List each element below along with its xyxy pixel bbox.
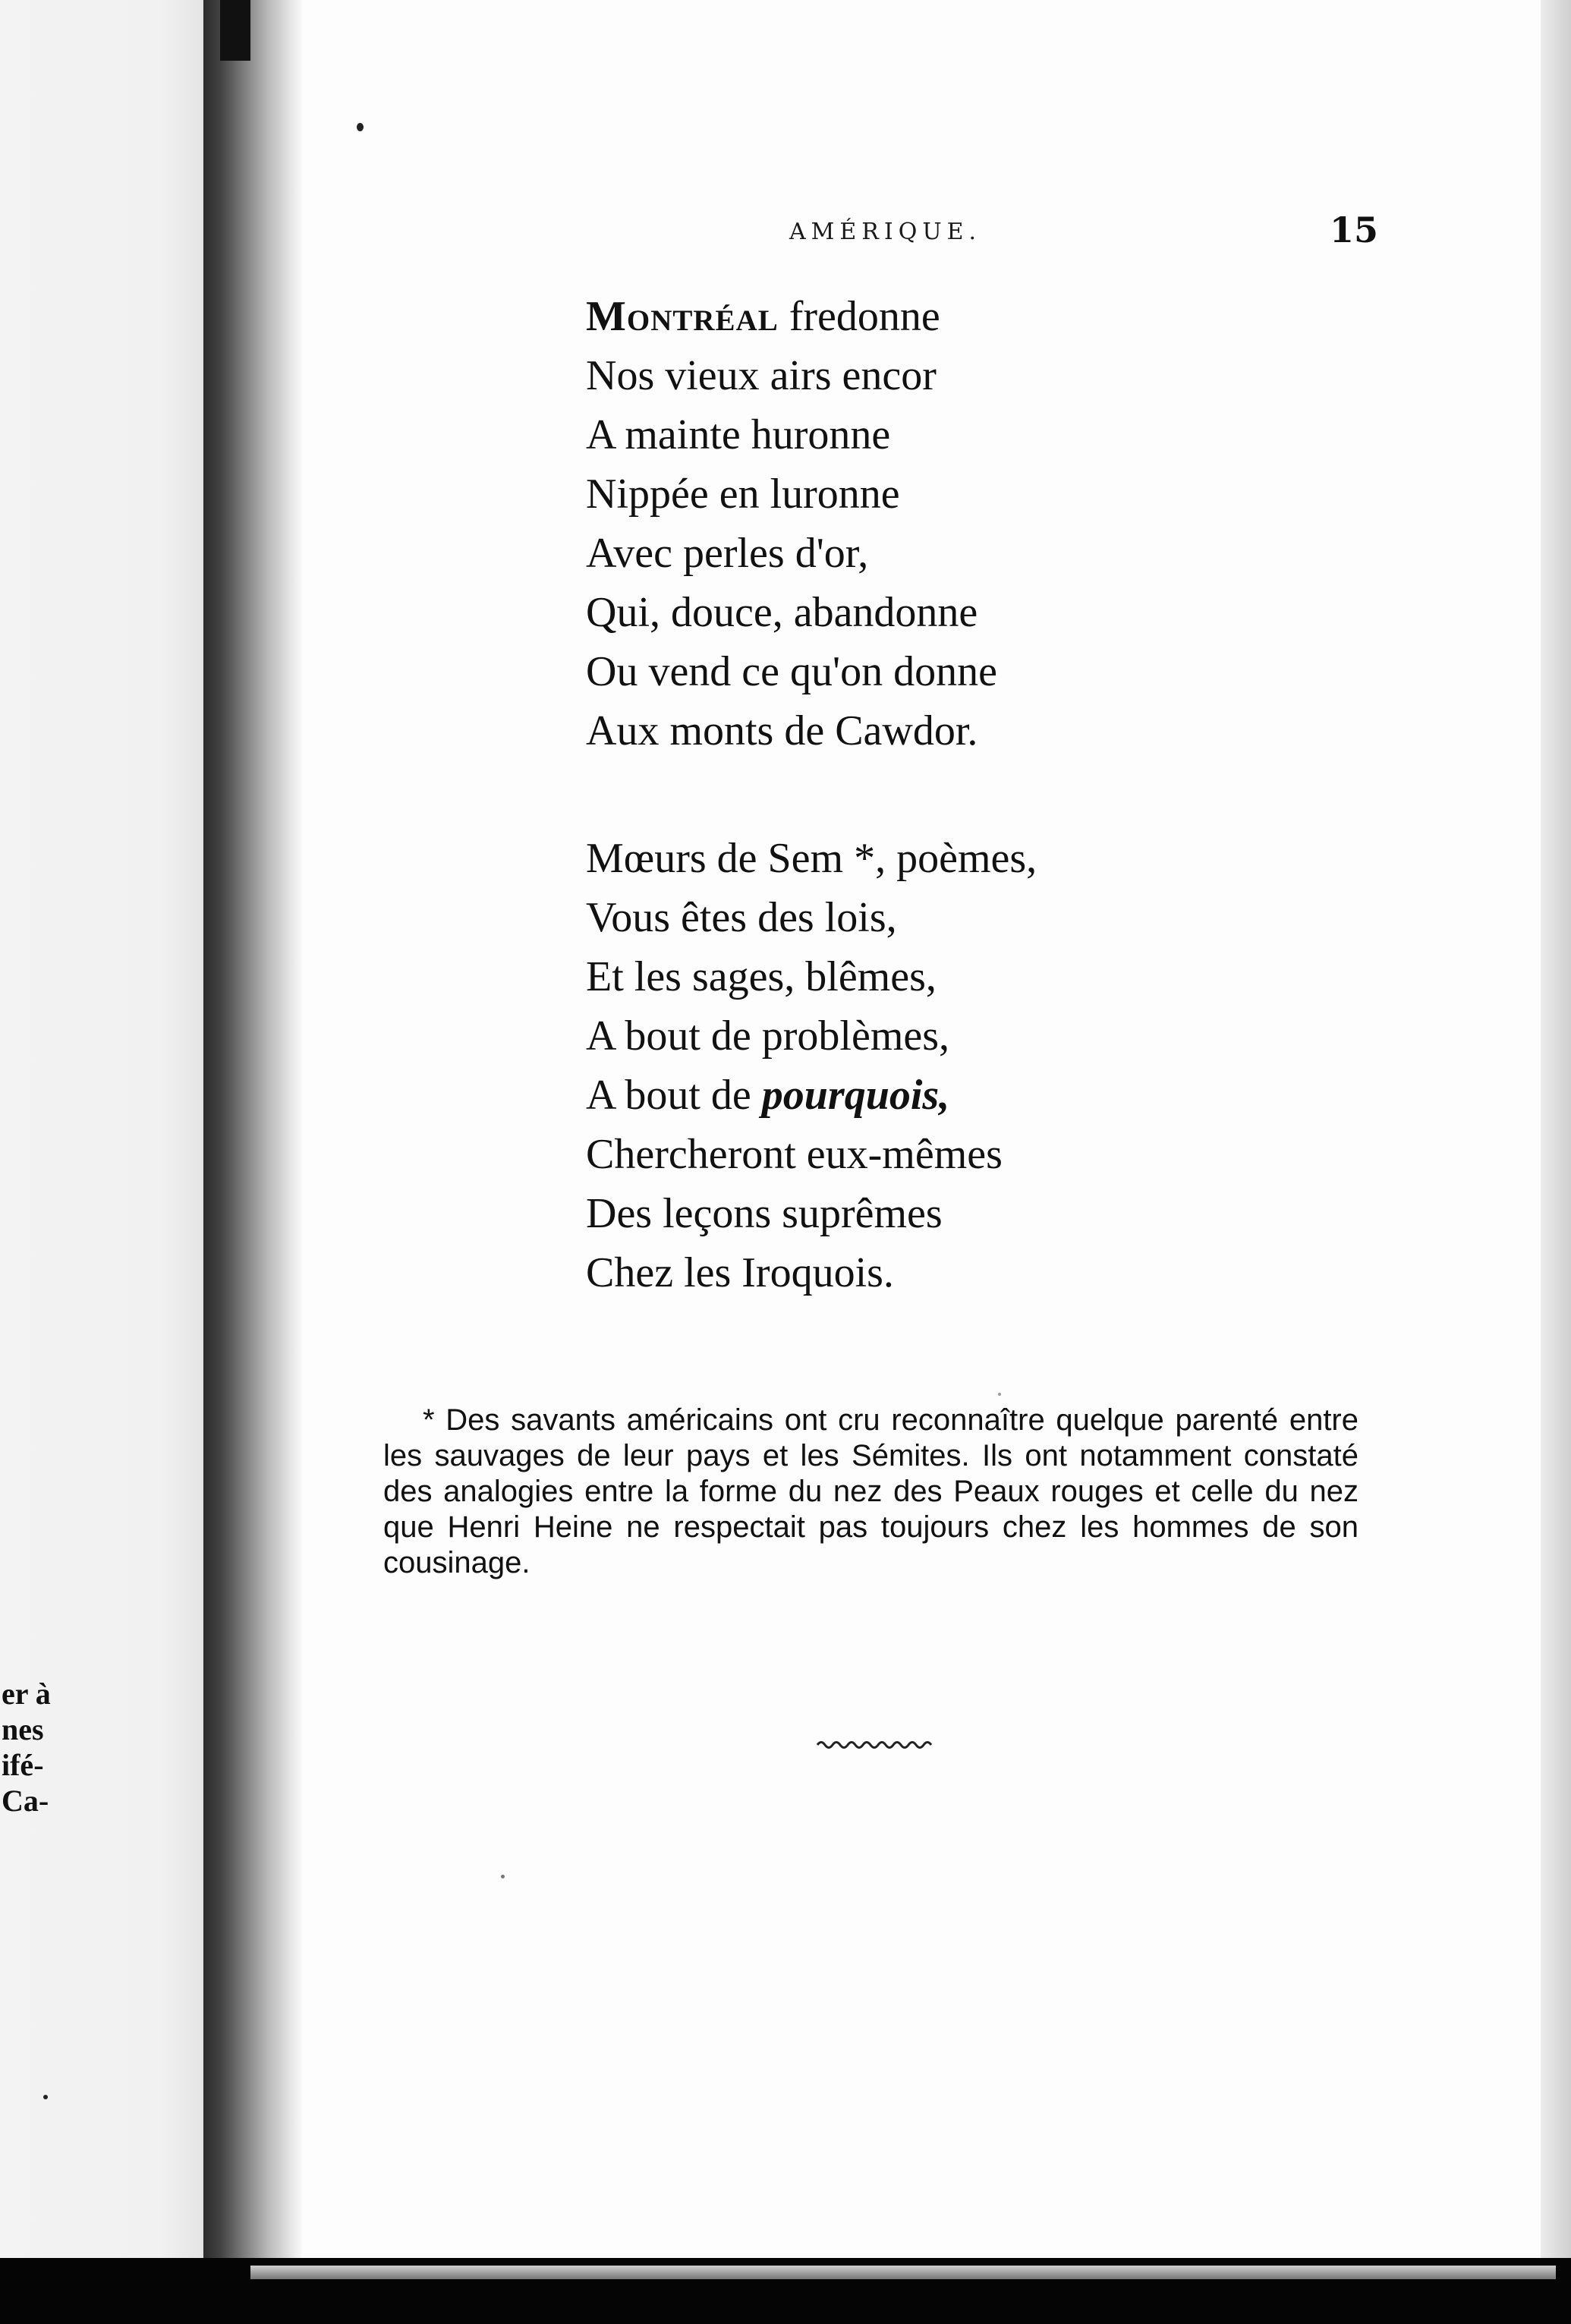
dust-speck xyxy=(501,1875,505,1878)
page-right-edge xyxy=(1541,0,1571,2324)
poem-line: Qui, douce, abandonne xyxy=(586,589,978,636)
page-bottom-edge xyxy=(250,2266,1556,2279)
poem-line: Et les sages, blêmes, xyxy=(586,953,937,1000)
poem-line: Chercheront eux-mêmes xyxy=(586,1131,1003,1178)
book-gutter-shadow xyxy=(203,0,302,2277)
poem-line: Des leçons suprêmes xyxy=(586,1190,943,1237)
facing-page-fragment: Ca- xyxy=(2,1784,49,1818)
poem-line: A mainte huronne xyxy=(586,411,891,458)
poem-line: Nos vieux airs encor xyxy=(586,352,937,399)
facing-page xyxy=(0,0,228,2258)
poem-stanza-1 xyxy=(586,287,997,760)
running-title: AMÉRIQUE. xyxy=(789,219,982,245)
poem-line: Mœurs de Sem *, poèmes, xyxy=(586,835,1037,882)
poem-line: Avec perles d'or, xyxy=(586,530,869,577)
poem-line: Ou vend ce qu'on donne xyxy=(586,648,997,695)
wavy-rule-ornament-icon xyxy=(816,1738,933,1752)
dust-speck xyxy=(43,2095,48,2099)
footnote: * Des savants américains ont cru reconnaître quelque parenté entre les sauvages de leur pays et les Sémites. Ils ont notamment constaté des analogies entre la forme du nez des Peaux rouges et celle du nez que Henri Heine ne respectait pas toujours chez les hommes de son cousinage. xyxy=(383,1403,1358,1579)
italic-word: pourquoi xyxy=(761,1072,923,1119)
poem-line xyxy=(586,1066,1037,1125)
poem-line: A bout de problèmes, xyxy=(586,1012,950,1060)
page-number: 15 xyxy=(1330,209,1379,250)
poem-line-text: fredonne xyxy=(778,293,940,340)
facing-page-fragment: ifé- xyxy=(2,1748,44,1782)
facing-page-text-fragments xyxy=(2,1676,51,1819)
poem-line: Vous êtes des lois, xyxy=(586,894,897,941)
dust-speck xyxy=(998,1393,1001,1396)
poem-line: Aux monts de Cawdor. xyxy=(586,707,978,754)
poem-line: Chez les Iroquois. xyxy=(586,1249,894,1296)
poem-line xyxy=(586,287,997,346)
poem-stanza-2 xyxy=(586,829,1037,1302)
poem-line-text: A bout de xyxy=(586,1072,762,1119)
italic-word-end: s, xyxy=(922,1072,950,1119)
facing-page-fragment: er à xyxy=(2,1677,51,1711)
poem-line: Nippée en luronne xyxy=(586,471,900,518)
small-caps-place-name: Montréal xyxy=(586,293,779,340)
gutter-dark-corner xyxy=(220,0,250,61)
facing-page-fragment: nes xyxy=(2,1712,44,1746)
dust-speck xyxy=(357,123,364,131)
